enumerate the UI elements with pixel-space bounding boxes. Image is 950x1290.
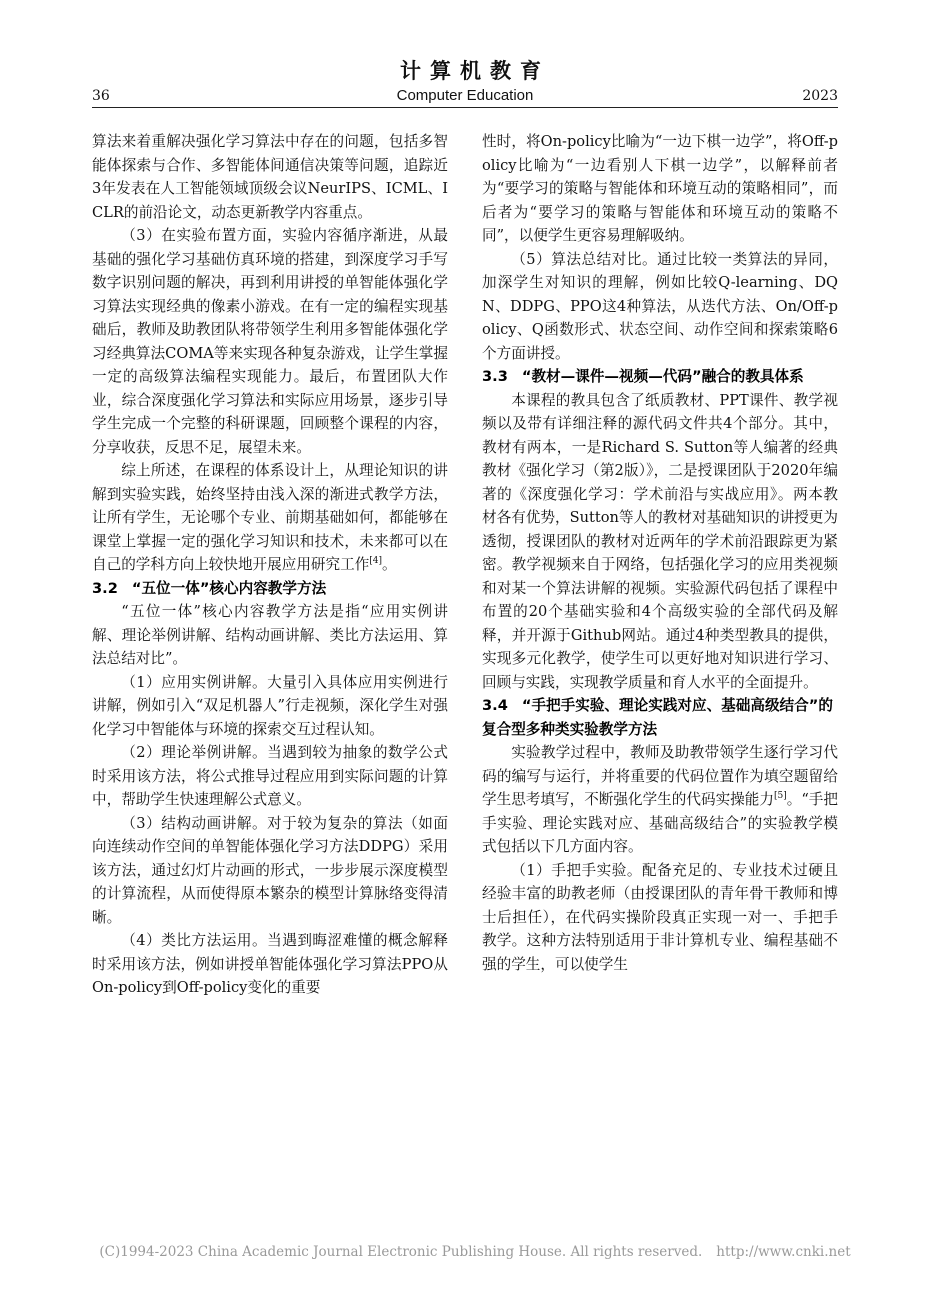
paragraph-text: 综上所述，在课程的体系设计上，从理论知识的讲解到实验实践，始终坚持由浅入深的渐进式教学方法，让所有学生，无论哪个专业、前期基础如何，都能够在课堂上掌握一定的强化学习知识和技术，未来都可以在自己的学科方向上较快地开展应用研究工作 [92, 462, 448, 573]
running-header [92, 86, 838, 106]
paragraph: （4）类比方法运用。当遇到晦涩难懂的概念解释时采用该方法，例如讲授单智能体强化学习算法PPO从On-policy到Off-policy变化的重要 [92, 932, 448, 996]
section-title: “手把手实验、理论实践对应、基础高级结合”的复合型多种类实验教学方法 [482, 697, 833, 738]
citation-ref: [5] [773, 791, 787, 802]
paragraph: （1）应用实例讲解。大量引入具体应用实例进行讲解，例如引入“双足机器人”行走视频，深化学生对强化学习中智能体与环境的探索交互过程认知。 [92, 673, 448, 738]
header-divider [92, 107, 838, 108]
publication-year: 2023 [802, 88, 838, 104]
paragraph-text: 。“手把手实验、理论实践对应、基础高级结合”的实验教学模式包括以下几方面内容。 [482, 791, 838, 855]
paragraph: （2）理论举例讲解。当遇到较为抽象的数学公式时采用该方法，将公式推导过程应用到实际问题的计算中，帮助学生快速理解公式意义。 [92, 744, 448, 808]
journal-title-cn: 计算机教育 [400, 59, 550, 83]
section-heading-3-4 [482, 694, 838, 741]
paragraph: 性时，将On-policy比喻为“一边下棋一边学”，将Off-policy比喻为“一边看别人下棋一边学”，以解释前者为“要学习的策略与智能体和环境互动的策略相同”，而后者为“要学习的策略与智能体和环境互动的策略不同”，以便学生更容易理解吸纳。 [482, 133, 838, 244]
left-column [92, 130, 448, 1000]
paragraph: 算法来着重解决强化学习算法中存在的问题，包括多智能体探索与合作、多智能体间通信决策等问题，追踪近3年发表在人工智能领域顶级会议NeurIPS、ICML、ICLR的前沿论文，动态更新教学内容重点。 [92, 133, 448, 221]
journal-title-en: Computer Education [396, 87, 534, 104]
paragraph: （3）在实验布置方面，实验内容循序渐进，从最基础的强化学习基础仿真环境的搭建，到深度学习手写数字识别问题的解决，再到利用讲授的单智能体强化学习算法实现经典的像素小游戏。在有一定的编程实现基础后，教师及助教团队将带领学生利用多智能体强化学习经典算法COMA等来实现各种复杂游戏，让学生掌握一定的高级算法编程实现能力。最后，布置团队大作业，综合深度强化学习算法和实际应用场景，逐步引导学生完成一个完整的科研课题，回顾整个课程的内容，分享收获，反思不足，展望未来。 [92, 227, 448, 456]
section-heading-3-2 [92, 577, 448, 601]
paragraph: （5）算法总结对比。通过比较一类算法的异同，加深学生对知识的理解，例如比较Q-learning、DQN、DDPG、PPO这4种算法，从迭代方法、On/Off-policy、Q函数形式、状态空间、动作空间和探索策略6个方面讲授。 [482, 250, 838, 362]
footer-watermark [0, 1242, 950, 1262]
section-heading-3-3 [482, 365, 838, 389]
right-column [482, 130, 838, 976]
paragraph: 本课程的教具包含了纸质教材、PPT课件、教学视频以及带有详细注释的源代码文件共4个部分。其中，教材有两本，一是Richard S. Sutton等人编著的经典教材《强化学习（第2版）》，二是授课团队于2020年编著的《深度强化学习：学术前沿与实战应用》。两本教材各有优势，Sutton等人的教材对基础知识的讲授更为透彻，授课团队的教材对近两年的学术前沿跟踪更为紧密。教学视频来自于网络，包括强化学习的应用类视频和对某一个算法讲解的视频。实验源代码包括了课程中布置的20个基础实验和4个高级实验的全部代码及解释，并开源于Github网站。通过4种类型教具的提供，实现多元化教学，使学生可以更好地对知识进行学习、回顾与实践，实现教学质量和育人水平的全面提升。 [482, 391, 838, 691]
section-number: 3.4 [482, 697, 508, 714]
paragraph-text: 实验教学过程中，教师及助教带领学生逐行学习代码的编写与运行，并将重要的代码位置作为填空题留给学生思考填写，不断强化学生的代码实操能力 [482, 744, 838, 808]
paragraph: （3）结构动画讲解。对于较为复杂的算法（如面向连续动作空间的单智能体强化学习方法DDPG）采用该方法，通过幻灯片动画的形式，一步步展示深度模型的计算流程，从而使得原本繁杂的模型计算脉络变得清晰。 [92, 814, 448, 926]
citation-ref: [4] [369, 556, 383, 567]
paragraph [92, 459, 448, 577]
section-number: 3.2 [92, 579, 118, 597]
copyright-notice: (C)1994-2023 China Academic Journal Electronic Publishing House. All rights reserved. [99, 1244, 703, 1260]
cnki-url: http://www.cnki.net [716, 1244, 851, 1260]
paragraph [482, 741, 838, 859]
paragraph: （1）手把手实验。配备充足的、专业技术过硬且经验丰富的助教老师（由授课团队的青年骨干教师和博士后担任），在代码实操阶段真正实现一对一、手把手教学。这种方法特别适用于非计算机专业、编程基础不强的学生，可以使学生 [482, 861, 838, 973]
page-number: 36 [92, 88, 110, 104]
paragraph-text: 。 [382, 556, 397, 573]
section-number: 3.3 [482, 368, 508, 385]
paragraph: “五位一体”核心内容教学方法是指“应用实例讲解、理论举例讲解、结构动画讲解、类比方法运用、算法总结对比”。 [92, 603, 448, 667]
section-title: “教材—课件—视频—代码”融合的教具体系 [521, 368, 804, 385]
section-title: “五位一体”核心内容教学方法 [131, 579, 327, 597]
